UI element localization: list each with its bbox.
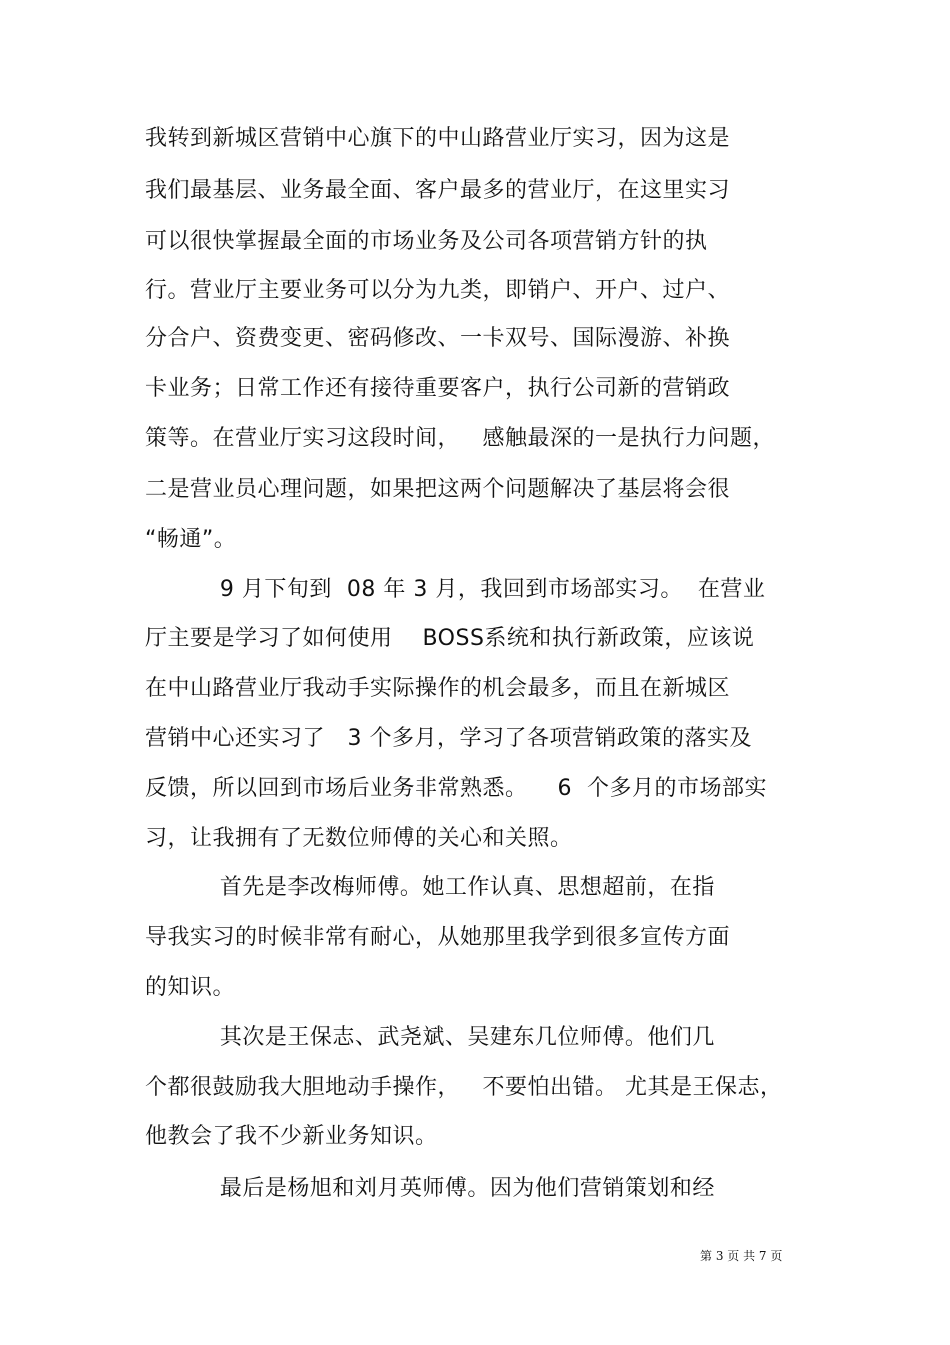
text-line: “畅通”。 <box>145 527 237 552</box>
text-line: 策等。在营业厅实习这段时间， 感触最深的一是执行力问题， <box>145 426 775 451</box>
page-number: 第 3 页 共 7 页 <box>700 1249 783 1263</box>
text-line: 二是营业员心理问题，如果把这两个问题解决了基层将会很 <box>145 477 731 502</box>
text-line: 最后是杨旭和刘月英师傅。因为他们营销策划和经 <box>145 1176 715 1201</box>
text-line: 他教会了我不少新业务知识。 <box>145 1124 438 1149</box>
text-line: 首先是李改梅师傅。她工作认真、思想超前，在指 <box>145 875 715 900</box>
text-line: 个都很鼓励我大胆地动手操作， 不要怕出错。 尤其是王保志， <box>145 1075 783 1100</box>
text-line: 的知识。 <box>145 975 236 1000</box>
text-line: 卡业务；日常工作还有接待重要客户，执行公司新的营销政 <box>145 376 731 401</box>
text-line: 9 月下旬到 08 年 3 月，我回到市场部实习。 在营业 <box>145 577 766 602</box>
text-line: 其次是王保志、武尧斌、吴建东几位师傅。他们几 <box>145 1025 715 1050</box>
text-line: 反馈，所以回到市场后业务非常熟悉。 6 个多月的市场部实 <box>145 776 767 801</box>
text-line: 我们最基层、业务最全面、客户最多的营业厅，在这里实习 <box>145 178 731 203</box>
text-line: 分合户、资费变更、密码修改、一卡双号、国际漫游、补换 <box>145 326 731 351</box>
text-line: 导我实习的时候非常有耐心，从她那里我学到很多宣传方面 <box>145 925 731 950</box>
text-line: 行。营业厅主要业务可以分为九类，即销户、开户、过户、 <box>145 278 731 303</box>
text-line: 在中山路营业厅我动手实际操作的机会最多，而且在新城区 <box>145 676 731 701</box>
text-line: 可以很快掌握最全面的市场业务及公司各项营销方针的执 <box>145 229 708 254</box>
text-line: 营销中心还实习了 3 个多月，学习了各项营销政策的落实及 <box>145 726 752 751</box>
text-line: 我转到新城区营销中心旗下的中山路营业厅实习，因为这是 <box>145 126 731 151</box>
text-line: 厅主要是学习了如何使用 BOSS系统和执行新政策，应该说 <box>145 626 755 651</box>
text-line: 习，让我拥有了无数位师傅的关心和关照。 <box>145 826 573 851</box>
